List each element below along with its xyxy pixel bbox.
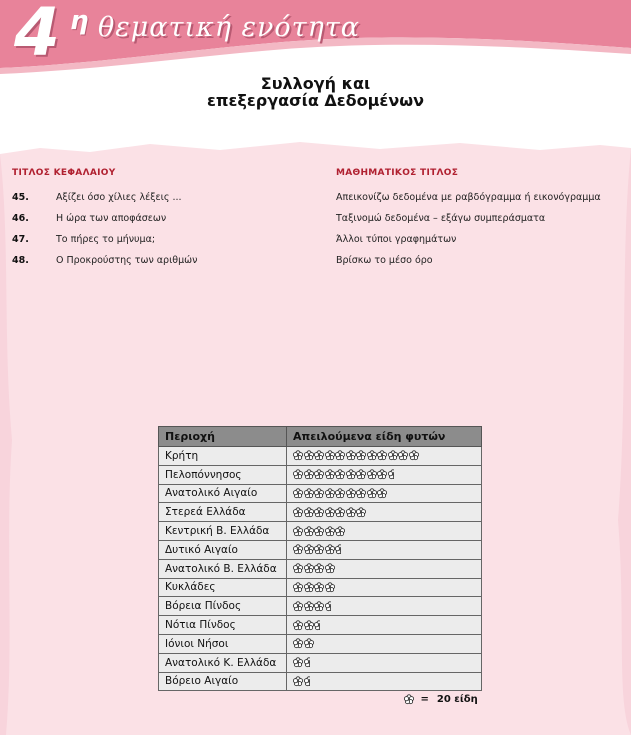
flower-icon — [293, 507, 303, 518]
math-title: Απεικονίζω δεδομένα με ραβδόγραμμα ή εικονόγραμμα — [336, 192, 601, 203]
region-cell: Κεντρική Β. Ελλάδα — [159, 522, 287, 541]
pictogram-cell — [287, 616, 482, 635]
flower-icon — [335, 469, 345, 480]
chapter-title-header: ΤΙΤΛΟΣ ΚΕΦΑΛΑΙΟΥ — [12, 168, 116, 178]
pictogram-table — [158, 426, 482, 691]
half-flower-icon — [314, 620, 324, 631]
table-row — [159, 503, 482, 522]
region-cell: Πελοπόννησος — [159, 465, 287, 484]
pictogram-legend — [404, 694, 478, 705]
chapter-number: 48. — [12, 255, 29, 266]
flower-icon — [293, 676, 303, 687]
flower-icon — [325, 582, 335, 593]
flower-icon — [314, 563, 324, 574]
region-cell: Ανατολικό Αιγαίο — [159, 484, 287, 503]
flower-icon — [409, 450, 419, 461]
flower-icon — [304, 638, 314, 649]
pictogram-cell — [287, 559, 482, 578]
flower-icon — [293, 450, 303, 461]
unit-superscript: η — [70, 6, 89, 36]
flower-icon — [304, 469, 314, 480]
flower-icon — [304, 563, 314, 574]
flower-row — [293, 503, 475, 521]
flower-icon — [293, 469, 303, 480]
page-title-line1: Συλλογή και — [260, 74, 371, 93]
flower-icon — [293, 620, 303, 631]
table-row — [159, 465, 482, 484]
half-flower-icon — [388, 469, 398, 480]
table-row — [159, 522, 482, 541]
region-cell: Βόρεια Πίνδος — [159, 597, 287, 616]
flower-icon — [377, 488, 387, 499]
flower-icon — [356, 488, 366, 499]
flower-icon — [293, 638, 303, 649]
pictogram-cell — [287, 484, 482, 503]
flower-icon — [314, 469, 324, 480]
flower-icon — [388, 450, 398, 461]
flower-icon — [335, 488, 345, 499]
flower-icon — [314, 601, 324, 612]
flower-icon — [304, 526, 314, 537]
table-row — [159, 597, 482, 616]
table-row — [159, 540, 482, 559]
table-row — [159, 634, 482, 653]
unit-title: θεματική ενότητα — [98, 12, 360, 43]
column-header-region: Περιοχή — [159, 427, 287, 447]
region-cell: Νότια Πίνδος — [159, 616, 287, 635]
flower-row — [293, 447, 475, 465]
half-flower-icon — [325, 601, 335, 612]
flower-icon — [346, 450, 356, 461]
flower-icon — [293, 582, 303, 593]
flower-row — [293, 635, 475, 653]
flower-icon — [398, 450, 408, 461]
math-title: Βρίσκω το μέσο όρο — [336, 255, 433, 266]
chapter-title: Αξίζει όσο χίλιες λέξεις ... — [56, 192, 182, 203]
flower-icon — [325, 450, 335, 461]
flower-icon — [356, 507, 366, 518]
legend-value: 20 είδη — [436, 694, 478, 705]
half-flower-icon — [304, 676, 314, 687]
half-flower-icon — [304, 657, 314, 668]
flower-icon — [304, 450, 314, 461]
flower-icon — [325, 526, 335, 537]
table-row — [159, 447, 482, 466]
math-title: Ταξινομώ δεδομένα – εξάγω συμπεράσματα — [336, 213, 546, 224]
chapter-title: Το πήρες το μήνυμα; — [56, 234, 156, 245]
pictogram-cell — [287, 465, 482, 484]
table-row — [159, 578, 482, 597]
flower-icon — [304, 544, 314, 555]
flower-icon — [314, 507, 324, 518]
table-row — [159, 653, 482, 672]
table-row — [159, 616, 482, 635]
pictogram-cell — [287, 503, 482, 522]
region-cell: Βόρειο Αιγαίο — [159, 672, 287, 691]
flower-row — [293, 541, 475, 559]
flower-icon — [304, 601, 314, 612]
flower-icon — [304, 620, 314, 631]
flower-icon — [293, 601, 303, 612]
flower-icon — [304, 507, 314, 518]
table-row — [159, 672, 482, 691]
pictogram-cell — [287, 597, 482, 616]
flower-icon — [404, 694, 414, 705]
pictogram-cell — [287, 653, 482, 672]
half-flower-icon — [335, 544, 345, 555]
flower-row — [293, 673, 475, 691]
pictogram-cell — [287, 447, 482, 466]
flower-icon — [367, 469, 377, 480]
flower-icon — [293, 526, 303, 537]
column-header-species: Απειλούμενα είδη φυτών — [287, 427, 482, 447]
flower-icon — [325, 563, 335, 574]
flower-icon — [367, 450, 377, 461]
pictogram-cell — [287, 540, 482, 559]
flower-icon — [325, 469, 335, 480]
flower-icon — [356, 469, 366, 480]
flower-icon — [367, 488, 377, 499]
flower-row — [293, 466, 475, 484]
page-title-line2: επεξεργασία Δεδομένων — [206, 91, 425, 110]
page-title — [0, 75, 631, 109]
flower-row — [293, 616, 475, 634]
flower-icon — [293, 488, 303, 499]
flower-icon — [293, 657, 303, 668]
chapter-number: 45. — [12, 192, 29, 203]
table-row — [159, 484, 482, 503]
flower-row — [293, 522, 475, 540]
flower-row — [293, 560, 475, 578]
flower-icon — [335, 526, 345, 537]
table-row — [159, 559, 482, 578]
chapter-title: Ο Προκρούστης των αριθμών — [56, 255, 198, 266]
flower-icon — [346, 488, 356, 499]
flower-icon — [377, 450, 387, 461]
flower-icon — [335, 450, 345, 461]
region-cell: Ανατολικό Β. Ελλάδα — [159, 559, 287, 578]
flower-icon — [325, 488, 335, 499]
flower-row — [293, 654, 475, 672]
pictogram-cell — [287, 672, 482, 691]
flower-icon — [356, 450, 366, 461]
region-cell: Δυτικό Αιγαίο — [159, 540, 287, 559]
pictogram-cell — [287, 522, 482, 541]
flower-icon — [293, 563, 303, 574]
flower-icon — [377, 469, 387, 480]
region-cell: Κρήτη — [159, 447, 287, 466]
region-cell: Ανατολικό Κ. Ελλάδα — [159, 653, 287, 672]
flower-row — [293, 597, 475, 615]
flower-row — [293, 485, 475, 503]
pictogram-cell — [287, 578, 482, 597]
region-cell: Στερεά Ελλάδα — [159, 503, 287, 522]
table-body — [159, 447, 482, 691]
flower-icon — [304, 582, 314, 593]
flower-icon — [325, 544, 335, 555]
flower-row — [293, 579, 475, 597]
flower-icon — [346, 507, 356, 518]
flower-icon — [325, 507, 335, 518]
flower-icon — [335, 507, 345, 518]
chapter-title: Η ώρα των αποφάσεων — [56, 213, 167, 224]
unit-banner — [0, 0, 631, 80]
region-cell: Ιόνιοι Νήσοι — [159, 634, 287, 653]
pictogram-cell — [287, 634, 482, 653]
flower-icon — [314, 526, 324, 537]
chapter-number: 47. — [12, 234, 29, 245]
table-header-row — [159, 427, 482, 447]
math-title: Άλλοι τύποι γραφημάτων — [336, 234, 457, 245]
region-cell: Κυκλάδες — [159, 578, 287, 597]
legend-equals: = — [420, 694, 429, 705]
chapter-number: 46. — [12, 213, 29, 224]
flower-icon — [314, 450, 324, 461]
unit-number: 4 — [14, 0, 60, 71]
flower-icon — [314, 582, 324, 593]
math-title-header: ΜΑΘΗΜΑΤΙΚΟΣ ΤΙΤΛΟΣ — [336, 168, 459, 178]
flower-icon — [304, 488, 314, 499]
flower-icon — [314, 488, 324, 499]
flower-icon — [293, 544, 303, 555]
flower-icon — [346, 469, 356, 480]
flower-icon — [314, 544, 324, 555]
